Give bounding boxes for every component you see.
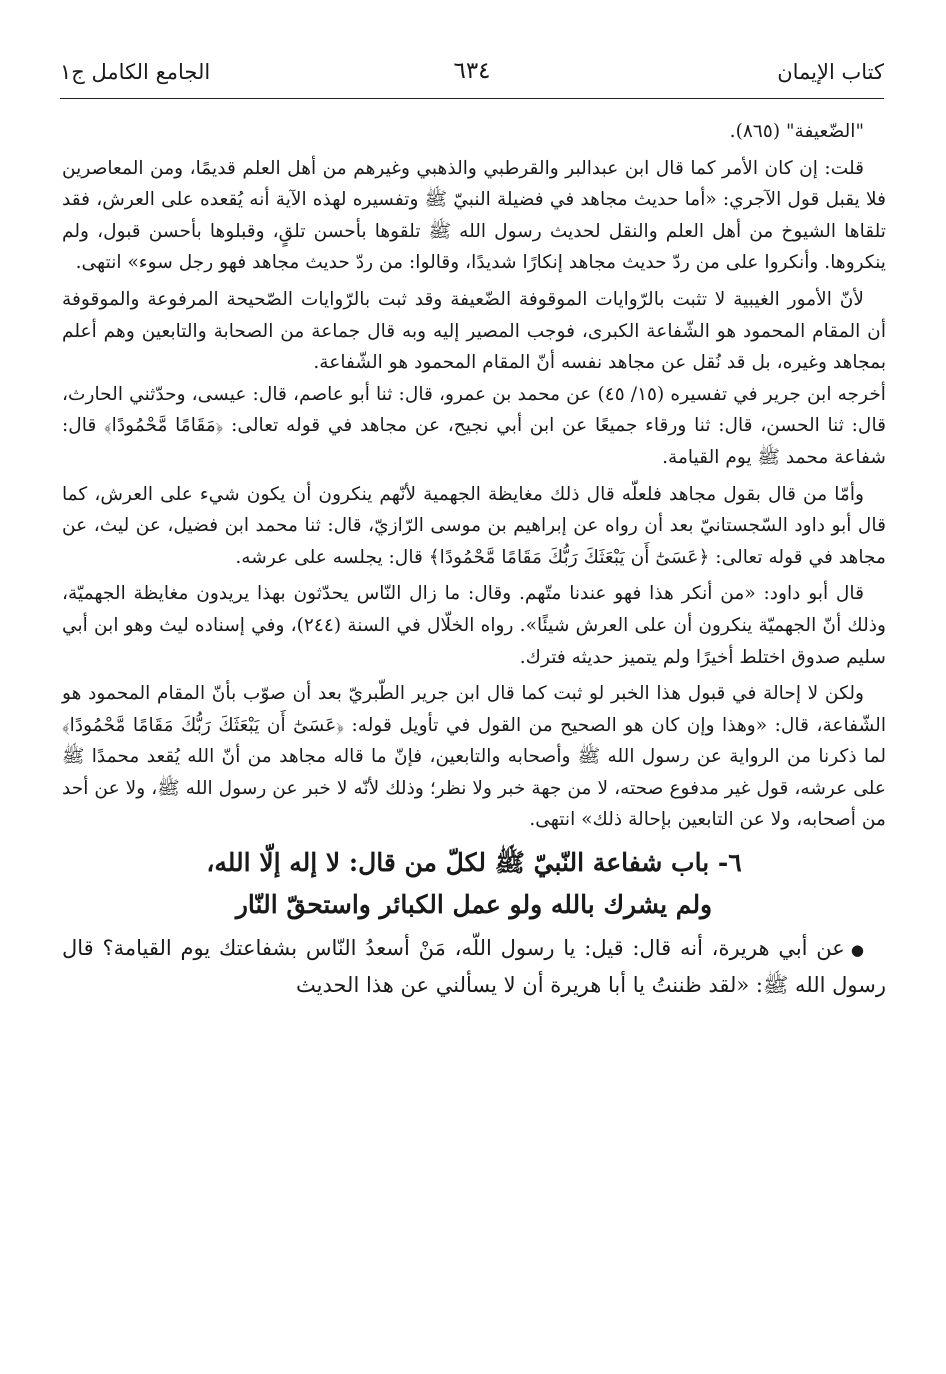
paragraph-takhrij: أخرجه ابن جرير في تفسيره (١٥/ ٤٥) عن محمد بن عمرو، قال: ثنا أبو عاصم، قال: عيسى، وحدّثني الحارث، قال: ثنا الحسن، قال: ثنا ورقاء جميعًا عن ابن أبي نجيح، عن مجاهد في قوله تعالى: ﴿مَقَامًا مَّحْمُودًا﴾ قال: شفاعة محمد ﷺ يوم القيامة. — [62, 383, 886, 468]
chapter-heading-line-1: ٦- باب شفاعة النّبيّ ﷺ لكلّ من قال: لا إله إلّا الله، — [206, 848, 742, 878]
header-volume-title: الجامع الكامل ج١ — [60, 60, 211, 84]
bullet-icon: ● — [850, 941, 867, 960]
chapter-heading — [62, 842, 886, 926]
paragraph-abu-dawud: قال أبو داود: «من أنكر هذا فهو عندنا متّهم. وقال: ما زال النّاس يحدّثون بهذا يريدون مغايظة الجهميّة، وذلك أنّ الجهميّة ينكرون أن على العرش شيئًا». رواه الخلّال في السنة (٢٤٤)، وفي إسناده ليث وهو ابن أبي سليم صدوق اختلط أخيرًا ولم يتميز حديثه فترك. — [62, 583, 886, 668]
hadith-text: عن أبي هريرة، أنه قال: قيل: يا رسول اللّه، مَنْ أسعدُ النّاس بشفاعتك يوم القيامة؟ قال رسول الله ﷺ: «لقد ظننتُ يا أبا هريرة أن لا يسألني عن هذا الحديث — [62, 936, 886, 998]
chapter-heading-line-2: ولم يشرك بالله ولو عمل الكبائر واستحقّ النّار — [235, 890, 713, 920]
paragraph-mujahid: وأمّا من قال بقول مجاهد فلعلّه قال ذلك مغايظة الجهمية لأنّهم ينكرون أن يكون شيء على العرش، كما قال أبو داود السّجستانيّ بعد أن رواه عن إبراهيم بن موسى الرّازيّ، قال: ثنا محمد ابن فضيل، عن ليث، عن مجاهد في قوله تعالى: ﴿عَسَىٰٓ أَن يَبْعَثَكَ رَبُّكَ مَقَامًا مَّحْمُودًا﴾ قال: يجلسه على عرشه. — [62, 483, 886, 568]
page-number: ٦٣٤ — [453, 58, 491, 84]
header-book-title: كتاب الإيمان — [777, 60, 884, 84]
hadith-paragraph — [62, 931, 886, 1003]
running-header — [60, 58, 884, 99]
paragraph-citation: "الضّعيفة" (٨٦٥). — [729, 121, 864, 142]
page-body — [62, 116, 886, 1003]
paragraph-qult: قلت: إن كان الأمر كما قال ابن عبدالبر والقرطبي والذهبي وغيرهم من أهل العلم قديمًا، ومن المعاصرين فلا يقبل قول الآجري: «أما حديث مجاهد في فضيلة النبيّ ﷺ وتفسيره لهذه الآية أنه يُقعده على العرش، فقد تلقاها الشيوخ من أهل العلم والنقل لحديث رسول الله ﷺ تلقوها بأحسن تلقٍ، وقبلوها بأحسن قبول، ولم ينكروها. وأنكروا على من ردّ حديث مجاهد إنكارًا شديدًا، وقالوا: من ردّ حديث مجاهد فهو رجل سوء» انتهى. — [62, 157, 886, 274]
paragraph-ibn-jarir: ولكن لا إحالة في قبول هذا الخبر لو ثبت كما قال ابن جرير الطّبريّ بعد أن صوّب بأنّ المقام المحمود هو الشّفاعة، قال: «وهذا وإن كان هو الصحيح من القول في تأويل قوله: ﴿عَسَىٰٓ أَن يَبْعَثَكَ رَبُّكَ مَقَامًا مَّحْمُودًا﴾ لما ذكرنا من الرواية عن رسول الله ﷺ وأصحابه والتابعين، فإنّ ما قاله مجاهد من أنّ الله يُقعد محمدًا ﷺ على عرشه، قول غير مدفوع صحته، لا من جهة خبر ولا نظر؛ وذلك لأنّه لا خبر عن رسول الله ﷺ، ولا عن أحد من أصحابه، ولا عن التابعين بإحالة ذلك» انتهى. — [62, 683, 886, 831]
paragraph-ghaybiyya: لأنّ الأمور الغيبية لا تثبت بالرّوايات الموقوفة الضّعيفة وقد ثبت بالرّوايات الصّحيحة المرفوعة والموقوفة أن المقام المحمود هو الشّفاعة الكبرى، فوجب المصير إليه وبه قال جماعة من الصحابة والتابعين وهم أعلم بمجاهد وغيره، بل قد نُقل عن مجاهد نفسه أنّ المقام المحمود هو الشّفاعة. — [62, 288, 886, 374]
